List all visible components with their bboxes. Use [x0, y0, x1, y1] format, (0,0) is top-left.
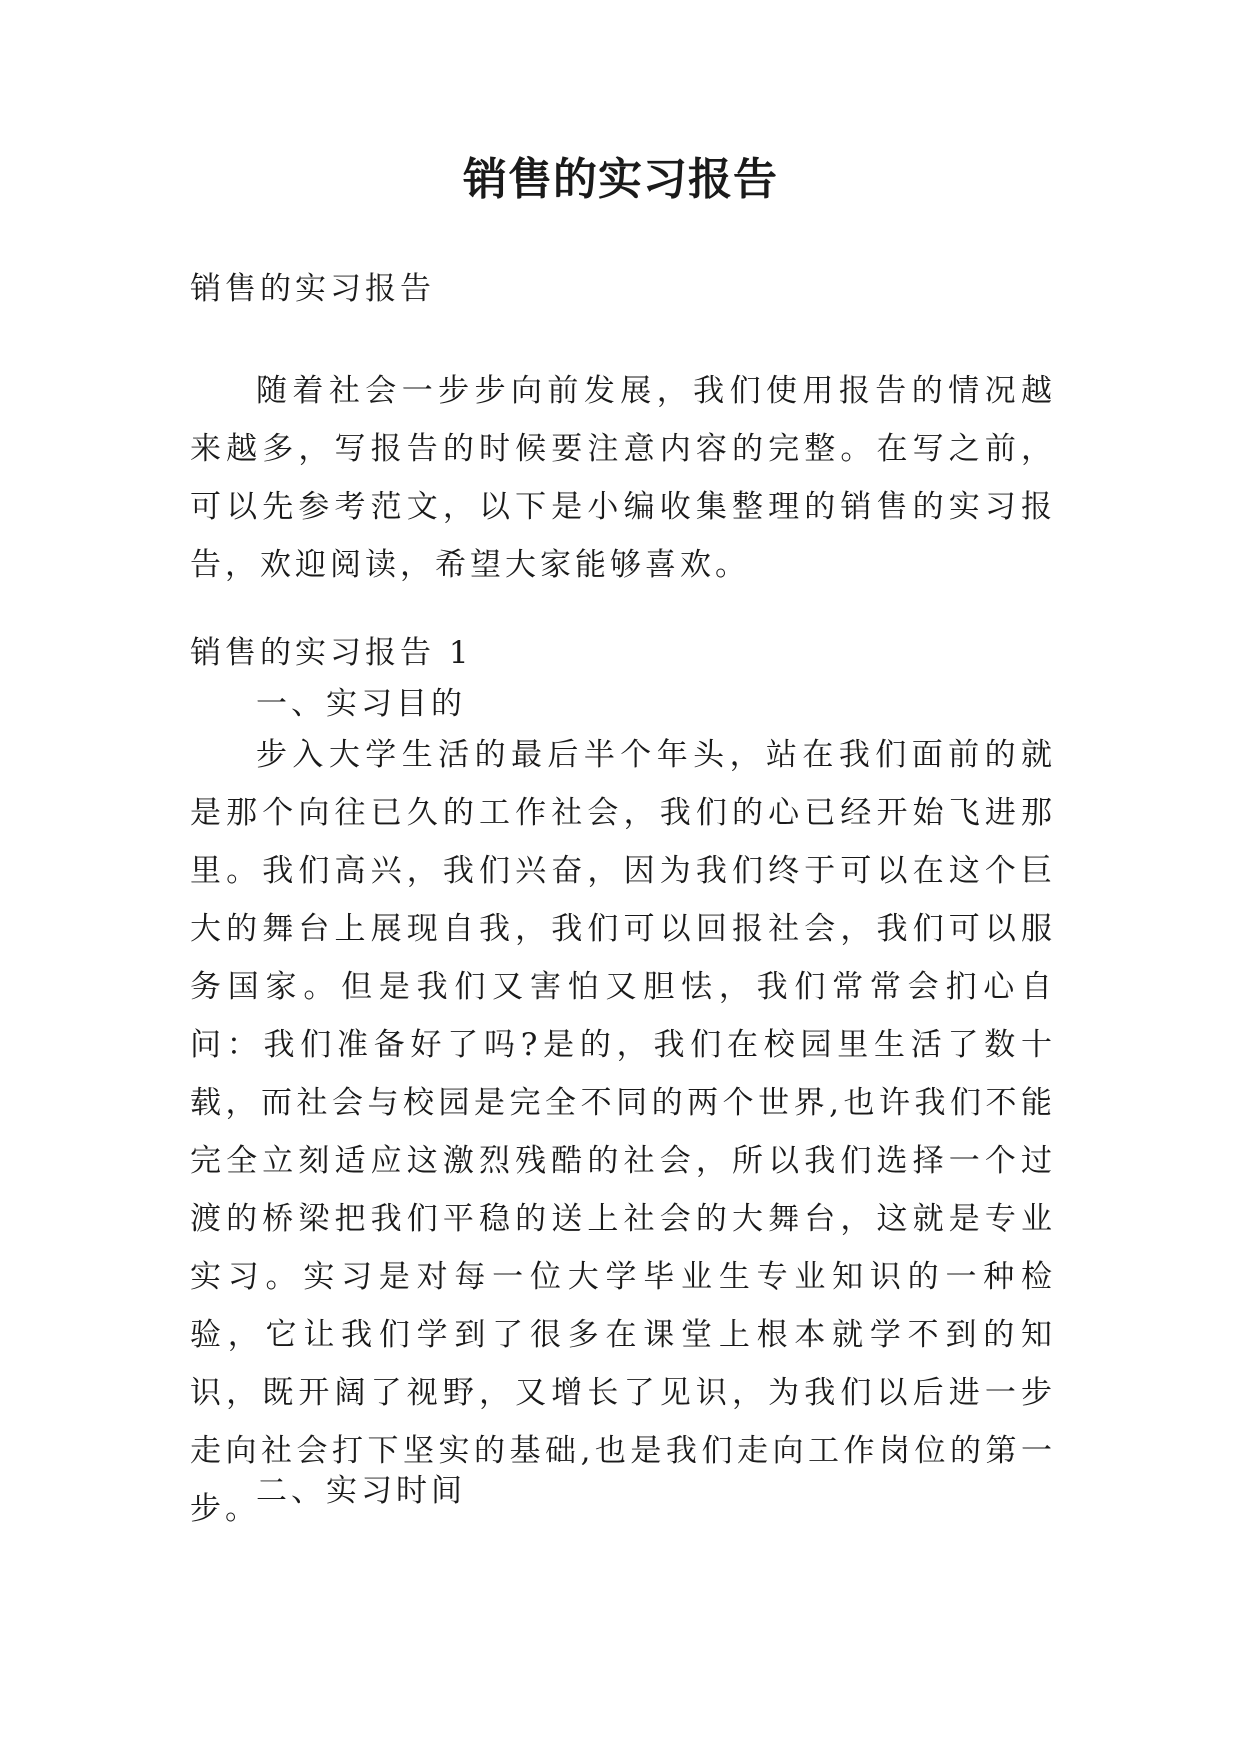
- part1-paragraph: 步入大学生活的最后半个年头，站在我们面前的就是那个向往已久的工作社会，我们的心已经开始飞进那里。我们高兴，我们兴奋，因为我们终于可以在这个巨大的舞台上展现自我，我们可以回报社会，我们可以服务国家。但是我们又害怕又胆怯，我们常常会扪心自问：我们准备好了吗?是的，我们在校园里生活了数十载，而社会与校园是完全不同的两个世界,也许我们不能完全立刻适应这激烈残酷的社会，所以我们选择一个过渡的桥梁把我们平稳的送上社会的大舞台，这就是专业实习。实习是对每一位大学毕业生专业知识的一种检验，它让我们学到了很多在课堂上根本就学不到的知识，既开阔了视野，又增长了见识，为我们以后进一步走向社会打下坚实的基础,也是我们走向工作岗位的第一步。: [190, 737, 1056, 1527]
- part1-heading: 一、实习目的: [256, 686, 466, 722]
- document-title: 销售的实习报告: [463, 154, 778, 205]
- intro-paragraph: 随着社会一步步向前发展，我们使用报告的情况越来越多，写报告的时候要注意内容的完整。在写之前，可以先参考范文，以下是小编收集整理的销售的实习报告，欢迎阅读，希望大家能够喜欢。: [190, 373, 1056, 583]
- document-subtitle: 销售的实习报告: [190, 271, 435, 307]
- part2-heading: 二、实习时间: [256, 1473, 466, 1509]
- section-title: 销售的实习报告 1: [190, 635, 473, 671]
